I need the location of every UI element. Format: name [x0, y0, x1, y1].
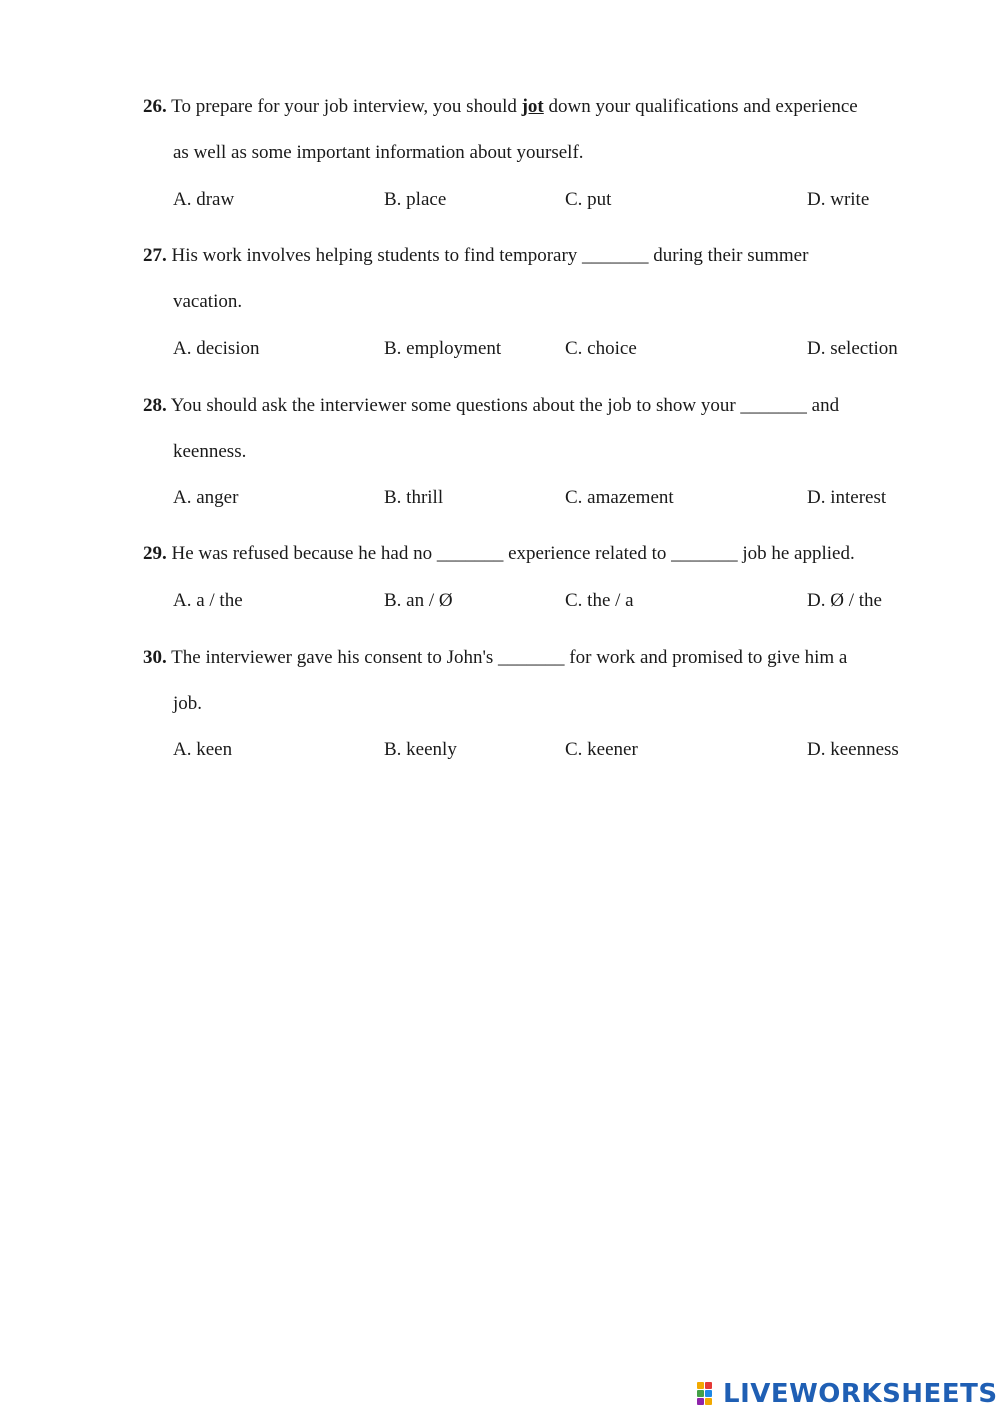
- question-27-stem-cont: vacation.: [173, 291, 243, 312]
- question-text: His work involves helping students to find temporary _______ during their summer: [171, 245, 809, 266]
- option-a[interactable]: A. keen: [173, 739, 233, 760]
- question-number: 27.: [143, 245, 167, 266]
- option-c[interactable]: C. the / a: [565, 590, 634, 611]
- option-a[interactable]: A. anger: [173, 487, 239, 508]
- question-text: down your qualifications and experience: [548, 96, 858, 117]
- question-number: 28.: [143, 395, 167, 416]
- liveworksheets-logo-text: LIVEWORKSHEETS: [723, 1379, 998, 1409]
- liveworksheets-logo-icon: [697, 1380, 721, 1408]
- question-text: You should ask the interviewer some questions about the job to show your _______ and: [170, 395, 840, 416]
- question-keyword: jot: [521, 96, 544, 117]
- option-b[interactable]: B. place: [384, 189, 447, 210]
- question-30-stem-cont: job.: [173, 693, 203, 714]
- option-a[interactable]: A. draw: [173, 189, 235, 210]
- question-30-stem: [143, 646, 847, 670]
- question-28-stem-cont: keenness.: [173, 441, 247, 462]
- question-number: 30.: [143, 647, 167, 668]
- question-text: The interviewer gave his consent to John's _______ for work and promised to give him a: [171, 647, 848, 668]
- option-d[interactable]: D. keenness: [807, 739, 899, 760]
- question-text: He was refused because he had no _______ experience related to _______ job he applied.: [171, 543, 855, 564]
- question-number: 29.: [143, 543, 167, 564]
- option-c[interactable]: C. put: [565, 189, 612, 210]
- liveworksheets-logo: [697, 1378, 998, 1410]
- option-c[interactable]: C. choice: [565, 338, 637, 359]
- option-a[interactable]: A. a / the: [173, 590, 243, 611]
- question-26-stem-cont: as well as some important information about yourself.: [173, 142, 584, 163]
- option-c[interactable]: C. keener: [565, 739, 638, 760]
- option-b[interactable]: B. keenly: [384, 739, 457, 760]
- option-d[interactable]: D. selection: [807, 338, 898, 359]
- option-c[interactable]: C. amazement: [565, 487, 674, 508]
- question-text: To prepare for your job interview, you should: [171, 96, 517, 117]
- option-d[interactable]: D. Ø / the: [807, 590, 882, 611]
- option-d[interactable]: D. interest: [807, 487, 887, 508]
- question-number: 26.: [143, 96, 167, 117]
- option-b[interactable]: B. employment: [384, 338, 502, 359]
- option-b[interactable]: B. an / Ø: [384, 590, 453, 611]
- option-d[interactable]: D. write: [807, 189, 870, 210]
- question-26-stem: [143, 95, 858, 119]
- question-29-stem: [143, 542, 855, 566]
- option-a[interactable]: A. decision: [173, 338, 260, 359]
- option-b[interactable]: B. thrill: [384, 487, 444, 508]
- question-27-stem: [143, 244, 808, 268]
- question-28-stem: [143, 394, 839, 418]
